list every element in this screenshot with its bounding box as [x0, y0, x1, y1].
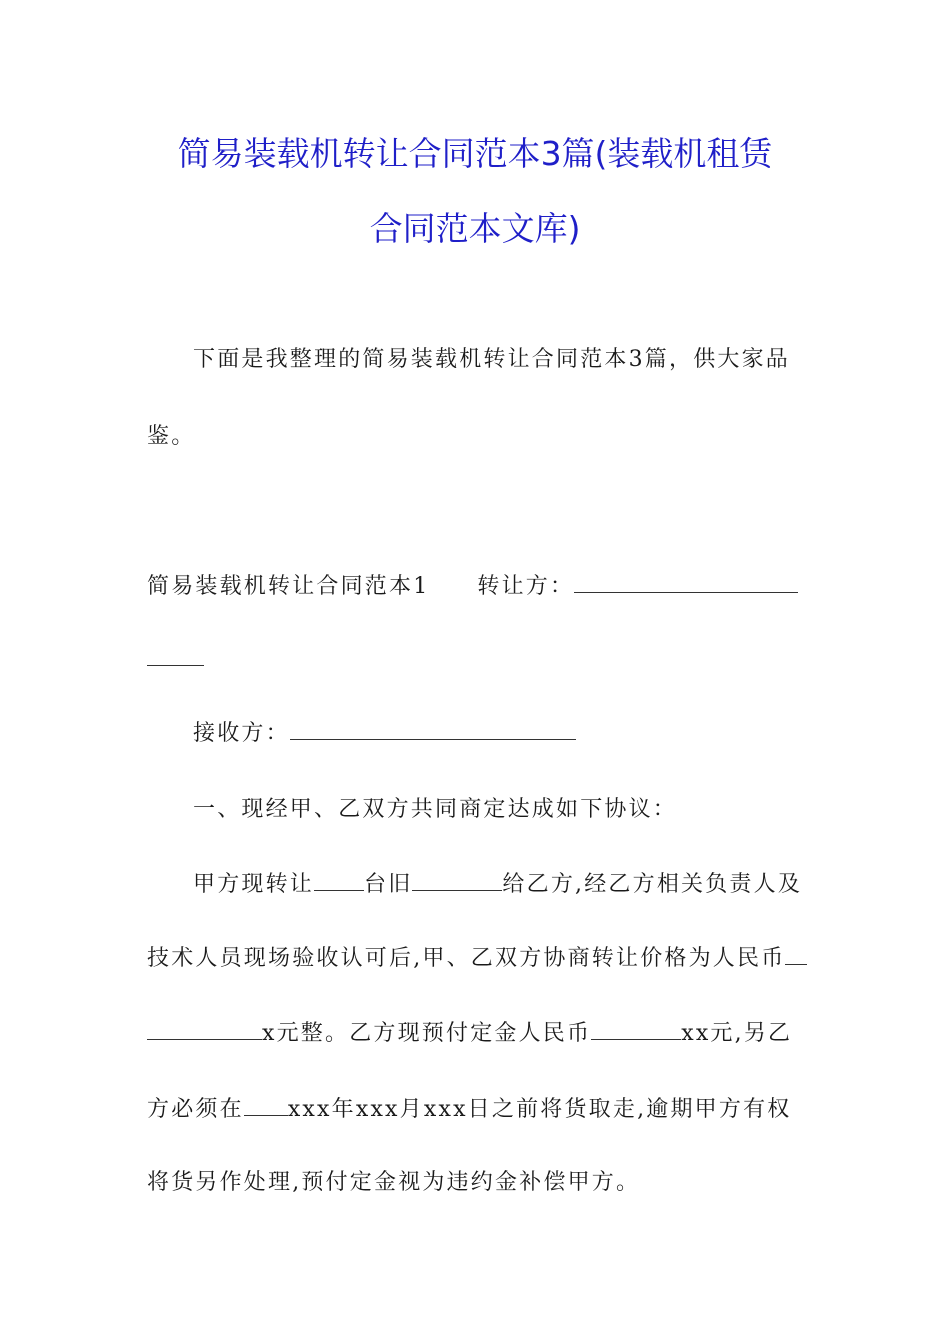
receiver-blank [290, 719, 576, 740]
date-blank [244, 1095, 288, 1116]
section-1-heading: 简易装载机转让合同范本1 [147, 574, 430, 599]
clause-1-text-b: 台旧 [364, 872, 413, 897]
clause-1-text-2: 技术人员现场验收认可后,甲、乙双方协商转让价格为人民币 [147, 946, 786, 971]
receiver-line [193, 719, 576, 749]
clause-1-text-4b: xxx年xxx月xxx日之前将货取走,逾期甲方有权 [287, 1097, 792, 1122]
clause-1-text-3b: xx元,另乙 [681, 1021, 793, 1046]
section-1-heading-line [147, 572, 798, 602]
receiver-label: 接收方： [193, 721, 290, 746]
clause-1-text-3a: x元整。乙方现预付定金人民币 [262, 1021, 592, 1046]
price-blank-end [147, 1019, 262, 1040]
clause-1-line-2 [147, 944, 807, 974]
clause-1-line-5: 将货另作处理,预付定金视为违约金补偿甲方。 [147, 1170, 641, 1195]
clause-1-text-4a: 方必须在 [147, 1097, 244, 1122]
transferor-blank-continuation [147, 645, 204, 666]
clause-1-line-4 [147, 1095, 791, 1125]
clause-1-text-a: 甲方现转让 [193, 872, 315, 897]
clause-1-line-3 [147, 1019, 792, 1049]
document-title-line-1: 简易装载机转让合同范本3篇(装载机租赁 [177, 134, 773, 173]
transferor-label: 转让方： [477, 574, 575, 599]
equipment-blank [412, 870, 502, 891]
clause-1-heading: 一、现经甲、乙双方共同商定达成如下协议： [193, 797, 678, 822]
intro-paragraph-line-1: 下面是我整理的简易装载机转让合同范本3篇，供大家品 [193, 347, 790, 372]
clause-1-line-1 [193, 870, 802, 900]
transferor-blank [574, 572, 798, 593]
clause-1-text-c: 给乙方,经乙方相关负责人及 [502, 872, 803, 897]
deposit-blank [591, 1019, 681, 1040]
document-title-line-2: 合同范本文库) [369, 209, 581, 248]
intro-paragraph-line-2: 鉴。 [147, 424, 196, 449]
transferor-blank-continuation-line [147, 645, 204, 675]
quantity-blank [314, 870, 364, 891]
price-blank-start [785, 944, 807, 965]
